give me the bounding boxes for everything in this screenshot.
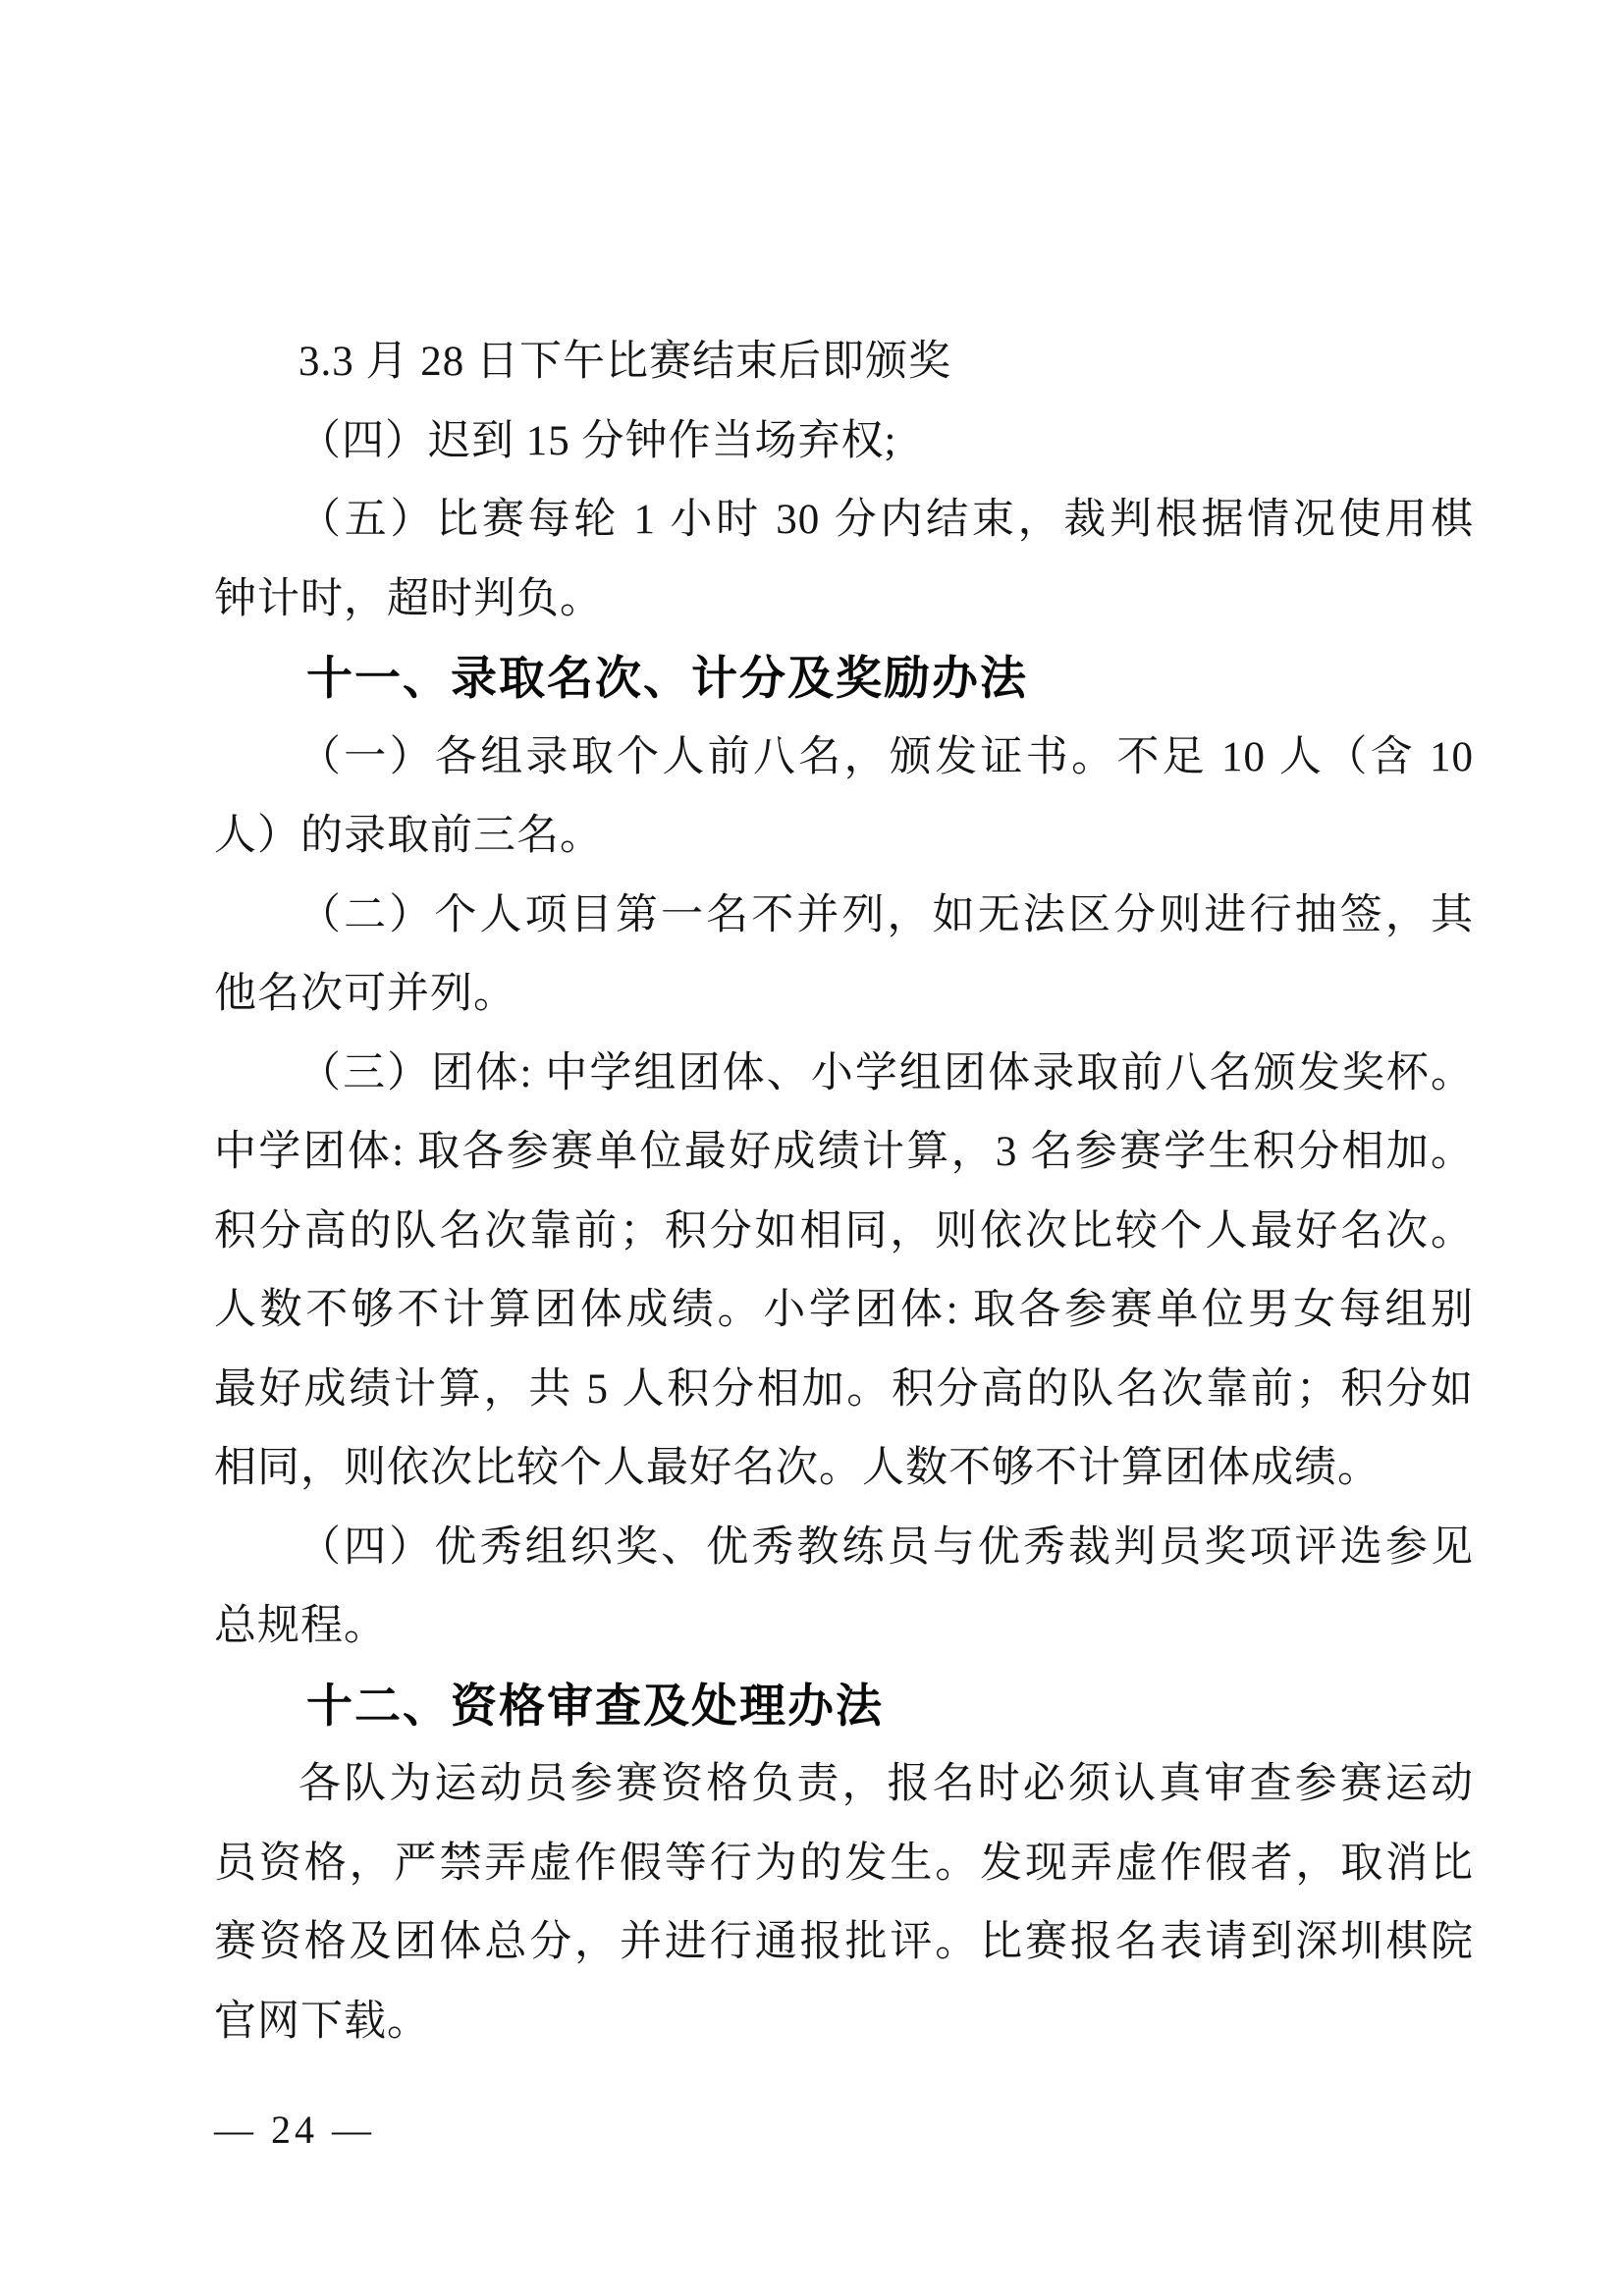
body-line: 钟计时，超时判负。 xyxy=(214,575,603,622)
body-line: 各队为运动员参赛资格负责，报名时必须认真审查参赛运动 xyxy=(298,1761,1474,1807)
body-line: 最好成绩计算，共 5 人积分相加。积分高的队名次靠前；积分如 xyxy=(214,1365,1474,1413)
body-line: 相同，则依次比较个人最好名次。人数不够不计算团体成绩。 xyxy=(214,1445,1380,1491)
body-line: （四）迟到 15 分钟作当场弃权; xyxy=(298,417,897,464)
body-line: （二）个人项目第一名不并列，如无法区分则进行抽签，其 xyxy=(298,891,1474,938)
body-line: 他名次可并列。 xyxy=(214,971,516,1017)
body-line: 中学团体: 取各参赛单位最好成绩计算，3 名参赛学生积分相加。 xyxy=(214,1129,1474,1175)
body-line: 人）的录取前三名。 xyxy=(214,813,603,859)
body-line: （三）团体: 中学组团体、小学组团体录取前八名颁发奖杯。 xyxy=(298,1049,1474,1096)
body-line: 人数不够不计算团体成绩。小学团体: 取各参赛单位男女每组别 xyxy=(214,1287,1474,1333)
body-line: 官网下载。 xyxy=(214,1998,430,2045)
body-line: 总规程。 xyxy=(214,1603,387,1649)
page-number: — 24 — xyxy=(214,2108,375,2152)
body-line: （五）比赛每轮 1 小时 30 分内结束，裁判根据情况使用棋 xyxy=(298,497,1474,543)
body-line: （四）优秀组织奖、优秀教练员与优秀裁判员奖项评选参见 xyxy=(298,1523,1474,1571)
body-line: 员资格，严禁弄虚作假等行为的发生。发现弄虚作假者，取消比 xyxy=(214,1840,1474,1887)
body-line: 赛资格及团体总分，并进行通报批评。比赛报名表请到深圳棋院 xyxy=(214,1919,1474,1965)
body-line: 积分高的队名次靠前；积分如相同，则依次比较个人最好名次。 xyxy=(214,1207,1474,1255)
section-heading-12: 十二、资格审查及处理办法 xyxy=(306,1679,884,1732)
body-line: 3.3 月 28 日下午比赛结束后即颁奖 xyxy=(298,339,951,385)
body-line: （一）各组录取个人前八名，颁发证书。不足 10 人（含 10 xyxy=(298,733,1474,780)
section-heading-11: 十一、录取名次、计分及奖励办法 xyxy=(306,652,1028,704)
document-text-block xyxy=(214,323,1474,2061)
